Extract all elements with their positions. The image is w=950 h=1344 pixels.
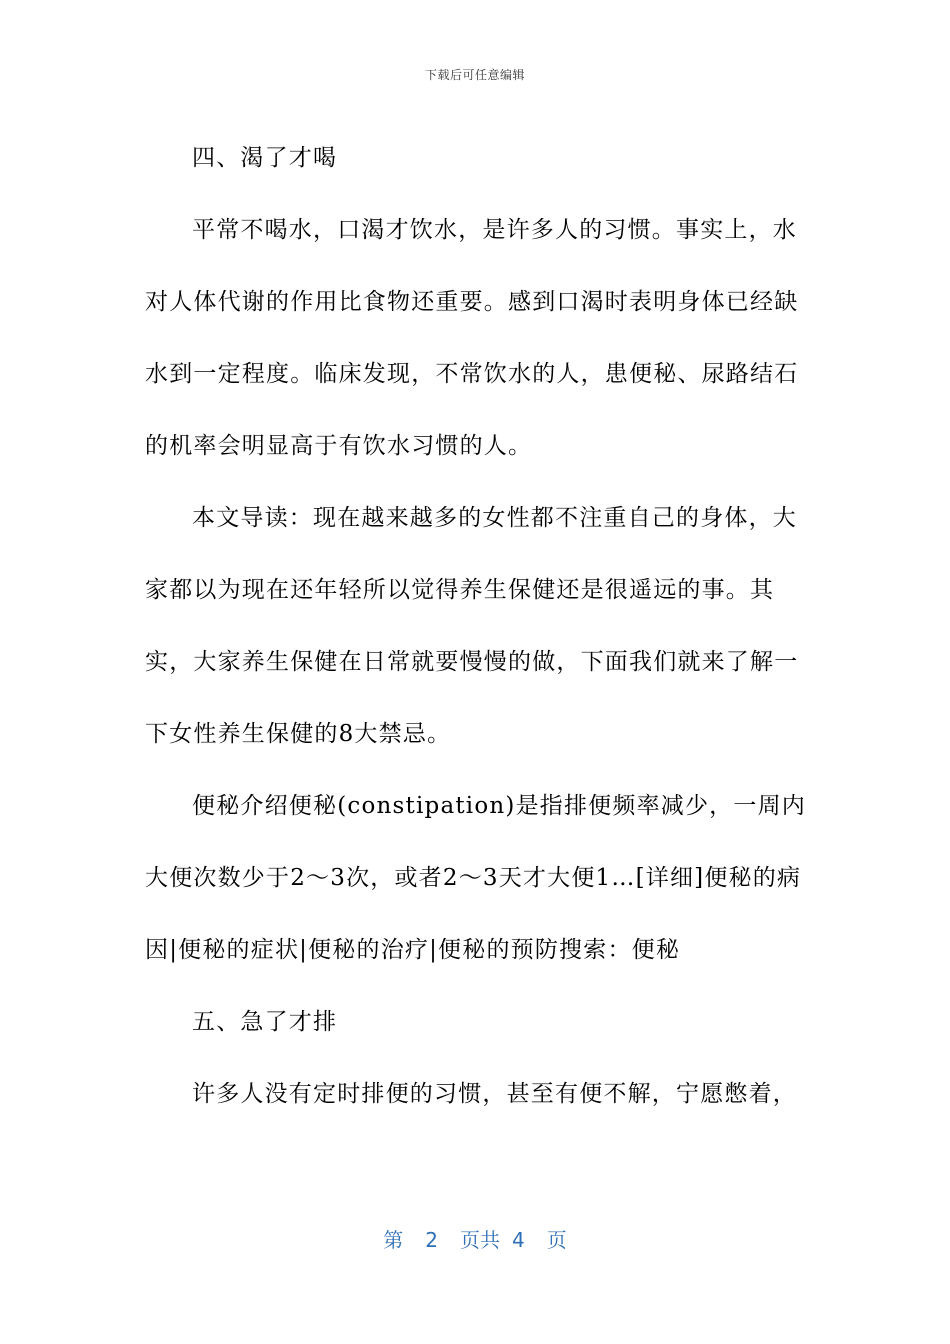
page-header-note: 下载后可任意编辑 xyxy=(424,68,525,82)
body-paragraph: 本文导读：现在越来越多的女性都不注重自己的身体，大家都以为现在还年轻所以觉得养生保健还是很遥远的事。其实，大家养生保健在日常就要慢慢的做，下面我们就来了解一下女性养生保健的8大禁忌。 xyxy=(145,505,799,747)
body-paragraph: 便秘介绍便秘(constipation)是指排便频率减少，一周内大便次数少于2～3次，或者2～3天才大便1…[详细]便秘的病因|便秘的症状|便秘的治疗|便秘的预防搜索：便秘 xyxy=(145,793,806,963)
current-page-number: 2 xyxy=(425,1228,438,1252)
section-heading: 四、渴了才喝 xyxy=(192,145,338,171)
page-label-prefix: 第 xyxy=(383,1228,404,1252)
page-number-footer xyxy=(0,1224,950,1253)
body-paragraph: 许多人没有定时排便的习惯，甚至有便不解，宁愿憋着， xyxy=(192,1081,797,1107)
body-paragraph: 平常不喝水，口渴才饮水，是许多人的习惯。事实上，水对人体代谢的作用比食物还重要。感到口渴时表明身体已经缺水到一定程度。临床发现，不常饮水的人，患便秘、尿路结石的机率会明显高于有饮水习惯的人。 xyxy=(145,217,799,459)
section-heading: 五、急了才排 xyxy=(192,1009,338,1035)
page-label-suffix: 页 xyxy=(546,1228,567,1252)
document-body xyxy=(145,122,810,1130)
total-pages-number: 4 xyxy=(512,1228,525,1252)
page-label-mid: 页共 xyxy=(460,1228,500,1252)
